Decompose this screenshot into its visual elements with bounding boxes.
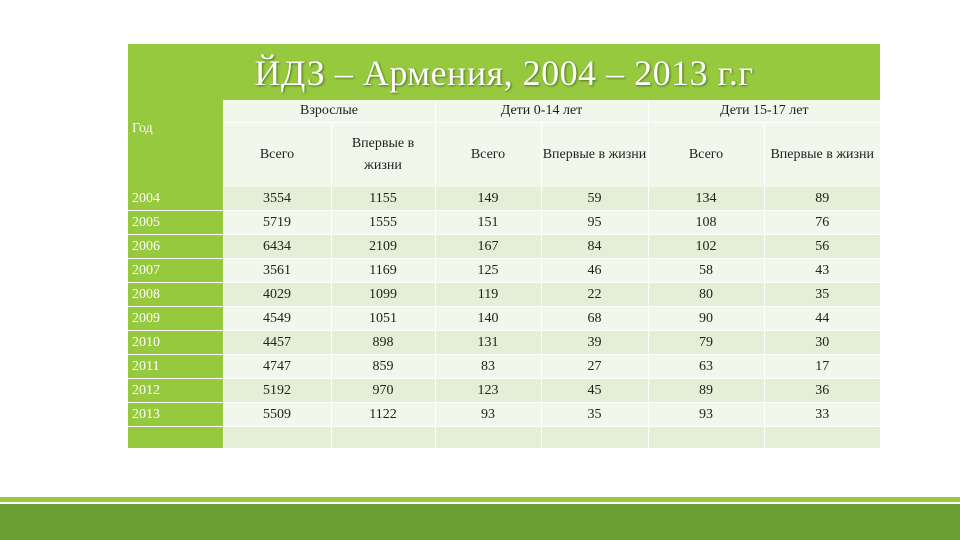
table-row bbox=[128, 283, 880, 307]
sub-header-row bbox=[128, 123, 880, 188]
empty-row bbox=[128, 427, 880, 449]
value-cell: 1169 bbox=[331, 259, 435, 283]
value-cell: 43 bbox=[764, 259, 880, 283]
value-cell: 45 bbox=[541, 379, 648, 403]
table-row bbox=[128, 403, 880, 427]
value-cell: 89 bbox=[764, 187, 880, 211]
year-cell: 2008 bbox=[128, 283, 223, 307]
value-cell: 35 bbox=[541, 403, 648, 427]
value-cell: 95 bbox=[541, 211, 648, 235]
value-cell: 898 bbox=[331, 331, 435, 355]
table-row bbox=[128, 355, 880, 379]
value-cell: 167 bbox=[435, 235, 541, 259]
value-cell: 93 bbox=[435, 403, 541, 427]
slide-title: ЙДЗ – Армения, 2004 – 2013 г.г bbox=[254, 53, 754, 93]
value-cell: 90 bbox=[648, 307, 764, 331]
value-cell: 1555 bbox=[331, 211, 435, 235]
value-cell: 56 bbox=[764, 235, 880, 259]
value-cell: 17 bbox=[764, 355, 880, 379]
value-cell: 27 bbox=[541, 355, 648, 379]
value-cell: 36 bbox=[764, 379, 880, 403]
value-cell: 33 bbox=[764, 403, 880, 427]
table-row bbox=[128, 211, 880, 235]
value-cell: 39 bbox=[541, 331, 648, 355]
footer-bar bbox=[0, 504, 960, 540]
sub-header-children-0-14-total: Всего bbox=[435, 123, 541, 188]
value-cell: 3561 bbox=[223, 259, 331, 283]
value-cell: 125 bbox=[435, 259, 541, 283]
year-cell: 2012 bbox=[128, 379, 223, 403]
value-cell: 1099 bbox=[331, 283, 435, 307]
table-row bbox=[128, 187, 880, 211]
value-cell: 30 bbox=[764, 331, 880, 355]
value-cell: 63 bbox=[648, 355, 764, 379]
value-cell: 5192 bbox=[223, 379, 331, 403]
value-cell: 46 bbox=[541, 259, 648, 283]
value-cell: 6434 bbox=[223, 235, 331, 259]
year-cell: 2006 bbox=[128, 235, 223, 259]
value-cell: 1051 bbox=[331, 307, 435, 331]
value-cell: 970 bbox=[331, 379, 435, 403]
empty-cell bbox=[648, 427, 764, 449]
value-cell: 2109 bbox=[331, 235, 435, 259]
value-cell: 134 bbox=[648, 187, 764, 211]
year-cell: 2009 bbox=[128, 307, 223, 331]
value-cell: 83 bbox=[435, 355, 541, 379]
value-cell: 119 bbox=[435, 283, 541, 307]
value-cell: 4549 bbox=[223, 307, 331, 331]
value-cell: 79 bbox=[648, 331, 764, 355]
value-cell: 76 bbox=[764, 211, 880, 235]
empty-cell bbox=[223, 427, 331, 449]
table-row bbox=[128, 331, 880, 355]
value-cell: 123 bbox=[435, 379, 541, 403]
group-header-children-15-17: Дети 15-17 лет bbox=[648, 100, 880, 123]
year-cell: 2005 bbox=[128, 211, 223, 235]
value-cell: 1155 bbox=[331, 187, 435, 211]
sub-header-children-15-17-first: Впервые в жизни bbox=[764, 123, 880, 188]
year-cell: 2011 bbox=[128, 355, 223, 379]
empty-cell bbox=[764, 427, 880, 449]
title-bar bbox=[128, 44, 880, 100]
table-row bbox=[128, 235, 880, 259]
group-header-row bbox=[128, 100, 880, 123]
value-cell: 140 bbox=[435, 307, 541, 331]
value-cell: 22 bbox=[541, 283, 648, 307]
value-cell: 44 bbox=[764, 307, 880, 331]
group-header-adults: Взрослые bbox=[223, 100, 435, 123]
value-cell: 84 bbox=[541, 235, 648, 259]
value-cell: 131 bbox=[435, 331, 541, 355]
empty-cell bbox=[541, 427, 648, 449]
year-cell: 2004 bbox=[128, 187, 223, 211]
value-cell: 1122 bbox=[331, 403, 435, 427]
value-cell: 108 bbox=[648, 211, 764, 235]
value-cell: 151 bbox=[435, 211, 541, 235]
value-cell: 3554 bbox=[223, 187, 331, 211]
footer-accent-line bbox=[0, 497, 960, 502]
value-cell: 58 bbox=[648, 259, 764, 283]
sub-header-children-15-17-total: Всего bbox=[648, 123, 764, 188]
value-cell: 93 bbox=[648, 403, 764, 427]
value-cell: 35 bbox=[764, 283, 880, 307]
sub-header-adults-total: Всего bbox=[223, 123, 331, 188]
year-header-cell bbox=[128, 100, 223, 187]
value-cell: 5719 bbox=[223, 211, 331, 235]
year-cell: 2013 bbox=[128, 403, 223, 427]
value-cell: 4029 bbox=[223, 283, 331, 307]
value-cell: 149 bbox=[435, 187, 541, 211]
table-row bbox=[128, 259, 880, 283]
value-cell: 102 bbox=[648, 235, 764, 259]
value-cell: 68 bbox=[541, 307, 648, 331]
data-table bbox=[128, 100, 880, 448]
table-row bbox=[128, 379, 880, 403]
empty-cell bbox=[128, 427, 223, 449]
value-cell: 4457 bbox=[223, 331, 331, 355]
value-cell: 859 bbox=[331, 355, 435, 379]
group-header-children-0-14: Дети 0-14 лет bbox=[435, 100, 648, 123]
empty-cell bbox=[331, 427, 435, 449]
value-cell: 4747 bbox=[223, 355, 331, 379]
table-row bbox=[128, 307, 880, 331]
empty-cell bbox=[435, 427, 541, 449]
sub-header-adults-first: Впервые в жизни bbox=[331, 123, 435, 188]
sub-header-children-0-14-first: Впервые в жизни bbox=[541, 123, 648, 188]
year-cell: 2010 bbox=[128, 331, 223, 355]
value-cell: 5509 bbox=[223, 403, 331, 427]
value-cell: 80 bbox=[648, 283, 764, 307]
year-cell: 2007 bbox=[128, 259, 223, 283]
value-cell: 59 bbox=[541, 187, 648, 211]
value-cell: 89 bbox=[648, 379, 764, 403]
year-header: Год bbox=[132, 121, 153, 136]
